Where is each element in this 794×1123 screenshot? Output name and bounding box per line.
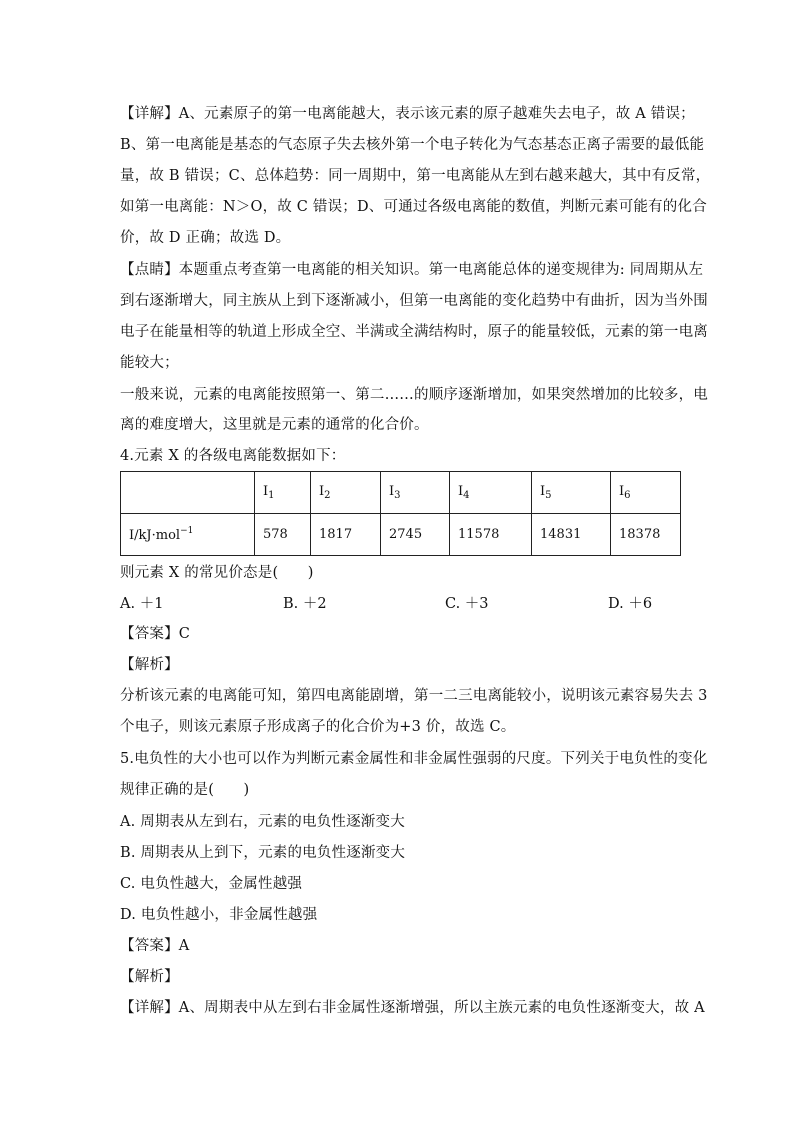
paragraph-line: 离的难度增大，这里就是元素的通常的化合价。	[120, 417, 429, 433]
table-header-i1: $I_1$	[255, 472, 311, 514]
q4-option-c: C. ＋3	[445, 596, 489, 612]
question-4-title: 4.元素 X 的各级电离能数据如下：	[120, 448, 346, 464]
paragraph-line: 到右逐渐增大，同主族从上到下逐渐减小，但第一电离能的变化趋势中有曲折，因为当外围	[120, 293, 708, 309]
q4-option-d: D. ＋6	[608, 596, 653, 612]
paragraph-line: 【点睛】本题重点考查第一电离能的相关知识。第一电离能总体的递变规律为: 同周期从左	[120, 262, 704, 278]
table-row	[121, 514, 681, 556]
table-cell: 18378	[611, 514, 681, 556]
paragraph-line: B、第一电离能是基态的气态原子失去核外第一个电子转化为气态基态正离子需要的最低能	[120, 137, 705, 153]
q5-option-b: B. 周期表从上到下，元素的电负性逐渐变大	[120, 845, 406, 861]
q4-answer: 【答案】C	[120, 626, 191, 642]
ionization-energy-table	[120, 471, 681, 556]
paragraph-line: 一般来说，元素的电离能按照第一、第二……的顺序逐渐增加，如果突然增加的比较多，电	[120, 387, 708, 403]
paragraph-line: 价，故 D 正确；故选 D。	[120, 230, 291, 246]
table-header-i2: $I_2$	[311, 472, 381, 514]
table-header-i3: $I_3$	[381, 472, 450, 514]
q5-answer: 【答案】A	[120, 938, 190, 954]
q5-option-d: D. 电负性越小，非金属性越强	[120, 907, 318, 923]
paragraph-line: 量，故 B 错误；C、总体趋势：同一周期中，第一电离能从左到右越来越大，其中有反常，	[120, 168, 711, 184]
paragraph-line: 能较大；	[120, 355, 179, 371]
q5-analysis-title: 【解析】	[120, 969, 179, 985]
table-header-i5: $I_5$	[532, 472, 611, 514]
table-cell: 11578	[450, 514, 532, 556]
q5-detail-line: 【详解】A、周期表中从左到右非金属性逐渐增强，所以主族元素的电负性逐渐变大，故 A	[120, 1000, 705, 1016]
q4-analysis-line: 分析该元素的电离能可知，第四电离能剧增，第一二三电离能较小，说明该元素容易失去 3	[120, 688, 708, 704]
table-header-i4: $I_4$	[450, 472, 532, 514]
q5-option-c: C. 电负性越大，金属性越强	[120, 876, 303, 892]
table-cell: 14831	[532, 514, 611, 556]
q4-option-b: B. ＋2	[283, 596, 327, 612]
table-corner-cell	[121, 472, 255, 514]
table-cell: 1817	[311, 514, 381, 556]
table-header-i6: $I_6$	[611, 472, 681, 514]
paragraph-line: 电子在能量相等的轨道上形成全空、半满或全满结构时，原子的能量较低，元素的第一电离	[120, 324, 708, 340]
q4-analysis-title: 【解析】	[120, 657, 179, 673]
question-4-stem: 则元素 X 的常见价态是( )	[120, 565, 314, 581]
q4-analysis-line: 个电子，则该元素原子形成离子的化合价为+3 价，故选 C。	[120, 719, 516, 735]
q5-option-a: A. 周期表从左到右，元素的电负性逐渐变大	[120, 814, 405, 830]
table-cell: 2745	[381, 514, 450, 556]
table-cell: 578	[255, 514, 311, 556]
table-header-row	[121, 472, 681, 514]
q4-option-a: A. ＋1	[120, 596, 164, 612]
paragraph-line: 【详解】A、元素原子的第一电离能越大，表示该元素的原子越难失去电子，故 A 错误；	[120, 106, 695, 122]
table-row-label: I/kJ·mol$^{-1}$	[121, 514, 255, 556]
question-5-stem: 规律正确的是( )	[120, 782, 250, 798]
paragraph-line: 如第一电离能：N＞O，故 C 错误；D、可通过各级电离能的数值，判断元素可能有的化合	[120, 199, 707, 215]
question-5-stem: 5.电负性的大小也可以作为判断元素金属性和非金属性强弱的尺度。下列关于电负性的变化	[120, 751, 708, 767]
